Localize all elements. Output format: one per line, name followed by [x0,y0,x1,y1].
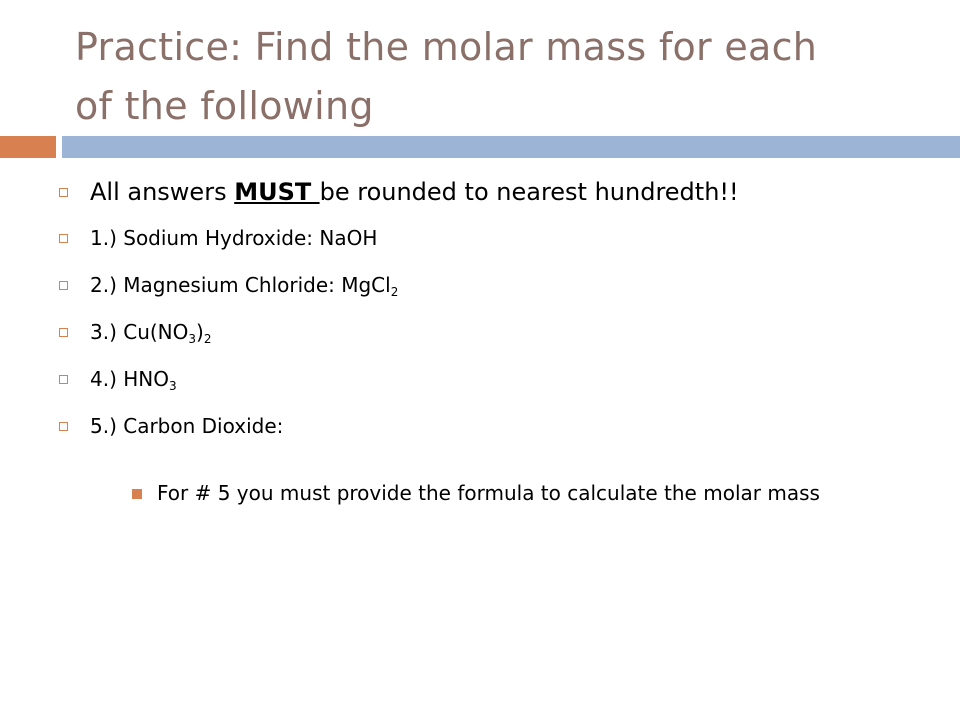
bullet-item-3 [56,318,936,365]
accent-bar-blue [62,136,960,158]
sub-bullet-text: For # 5 you must provide the formula to calculate the molar mass [157,481,820,505]
bullet-item-4 [56,365,936,412]
hollow-square-icon [59,281,68,290]
bullet-item-4-text [90,365,936,393]
item-4-formula: 4.) HNO [90,367,169,391]
title-line-2: of the following [75,84,374,128]
item-3-mid: ) [196,320,204,344]
intro-after: be rounded to nearest hundredth!! [319,178,739,206]
item-2-subscript: 2 [390,285,399,299]
item-2-formula: 2.) Magnesium Chloride: MgCl [90,273,391,297]
bullet-item-3-text [90,318,936,346]
bullet-item-1 [56,224,936,271]
hollow-square-icon [59,422,68,431]
bullet-item-2-text [90,271,936,299]
sub-bullet [132,480,922,510]
hollow-square-icon [59,375,68,384]
slide-title [75,18,935,136]
intro-before: All answers [90,178,235,206]
hollow-square-icon [59,328,68,337]
bullet-item-2 [56,271,936,318]
bullet-item-1-text: 1.) Sodium Hydroxide: NaOH [90,226,378,250]
bullet-item-5 [56,412,936,459]
accent-bar-orange [0,136,56,158]
bullet-intro [56,176,936,208]
title-line-1: Practice: Find the molar mass for each [75,25,818,69]
bullet-list [56,176,936,459]
bullet-intro-text [90,176,936,208]
item-3-subscript-2: 2 [203,332,212,346]
intro-emphasis: MUST [234,178,320,206]
item-4-subscript: 3 [168,379,177,393]
bullet-item-5-text: 5.) Carbon Dioxide: [90,414,284,438]
filled-square-icon [132,489,142,499]
item-3-subscript-1: 3 [188,332,197,346]
hollow-square-icon [59,188,68,197]
item-3-prefix: 3.) Cu(NO [90,320,189,344]
hollow-square-icon [59,234,68,243]
